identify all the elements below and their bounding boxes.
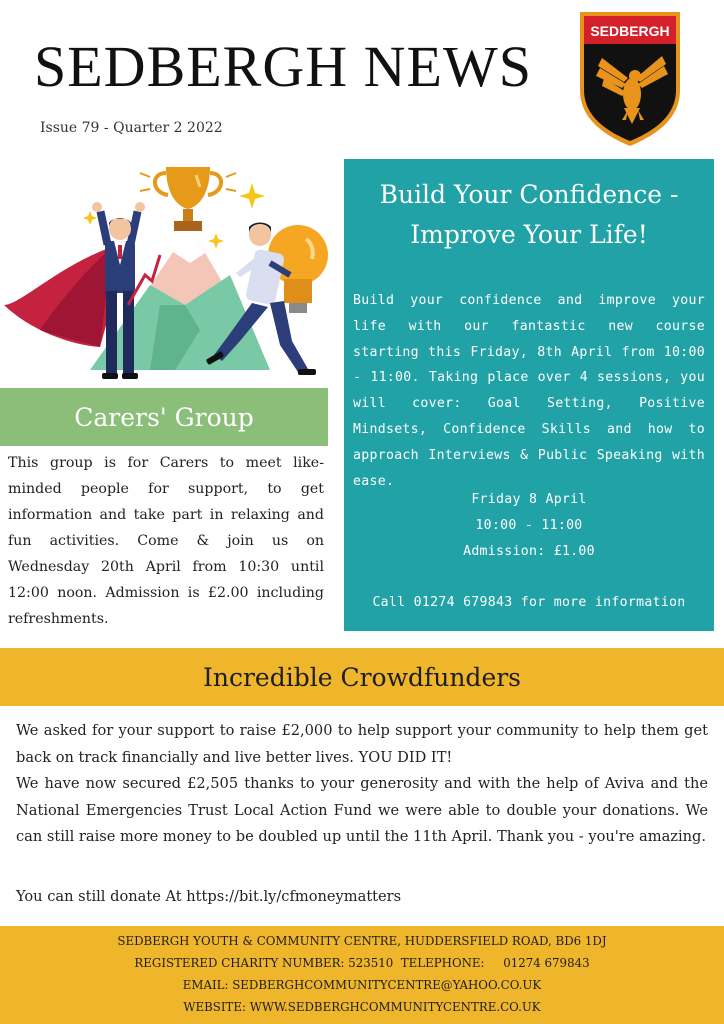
footer-email[interactable]: EMAIL: SEDBERGHCOMMUNITYCENTRE@YAHOO.CO.UK <box>182 978 542 992</box>
course-contact: Call 01274 679843 for more information <box>372 595 686 610</box>
confidence-course-panel <box>344 159 714 631</box>
course-time: 10:00 - 11:00 <box>475 518 583 533</box>
crowdfunders-paragraph-1: We asked for your support to raise £2,000 to help support your community to help them get back on track financially and live better lives. YOU DID IT! <box>16 722 708 766</box>
crowdfunders-banner <box>0 648 724 706</box>
carers-group-description: This group is for Carers to meet like-minded people for support, to get information and take part in relaxing and fun activities. Come & join us on Wednesday 20th April from 10:30 until 12:00 noon. Admission is £2.00 including refreshments. <box>8 455 324 627</box>
course-date: Friday 8 April <box>471 492 587 507</box>
course-admission: Admission: £1.00 <box>463 544 595 559</box>
footer-contact-bar <box>0 926 724 1024</box>
crowdfunders-paragraph-2: We have now secured £2,505 thanks to your generosity and with the help of Aviva and the National Emergencies Trust Local Action Fund we were able to double your donations. We can still raise more money to be doubled up until the 11th April. Thank you - you're amazing. <box>16 775 708 845</box>
carers-group-banner <box>0 388 328 446</box>
success-illustration <box>0 155 345 387</box>
footer-charity-telephone: REGISTERED CHARITY NUMBER: 523510 TELEPHONE: 01274 679843 <box>134 956 590 970</box>
crowdfunders-title: Incredible Crowdfunders <box>202 662 522 692</box>
svg-text:SEDBERGH: SEDBERGH <box>590 23 670 39</box>
footer-address: SEDBERGH YOUTH & COMMUNITY CENTRE, HUDDERSFIELD ROAD, BD6 1DJ <box>117 934 607 948</box>
donate-link-text[interactable]: You can still donate At https://bit.ly/cfmoneymatters <box>16 888 402 905</box>
sedbergh-crest-logo <box>578 8 682 148</box>
issue-info: Issue 79 - Quarter 2 2022 <box>40 120 223 136</box>
confidence-course-description: Build your confidence and improve your life with our fantastic new course starting this Friday, 8th April from 10:00 - 11:00. Taking place over 4 sessions, you will cover: Goal Setting, Positive Mindsets, Confidence Skills and how to approach Interviews & Public Speaking with ease. <box>353 293 705 489</box>
confidence-course-title <box>354 175 704 255</box>
confidence-title-line-2: Improve Your Life! <box>410 220 648 249</box>
newsletter-title: SEDBERGH NEWS <box>34 34 532 99</box>
crowdfunders-article <box>16 718 708 851</box>
carers-group-title: Carers' Group <box>74 402 254 432</box>
footer-website[interactable]: WEBSITE: WWW.SEDBERGHCOMMUNITYCENTRE.CO.UK <box>183 1000 541 1014</box>
confidence-title-line-1: Build Your Confidence - <box>379 180 679 209</box>
